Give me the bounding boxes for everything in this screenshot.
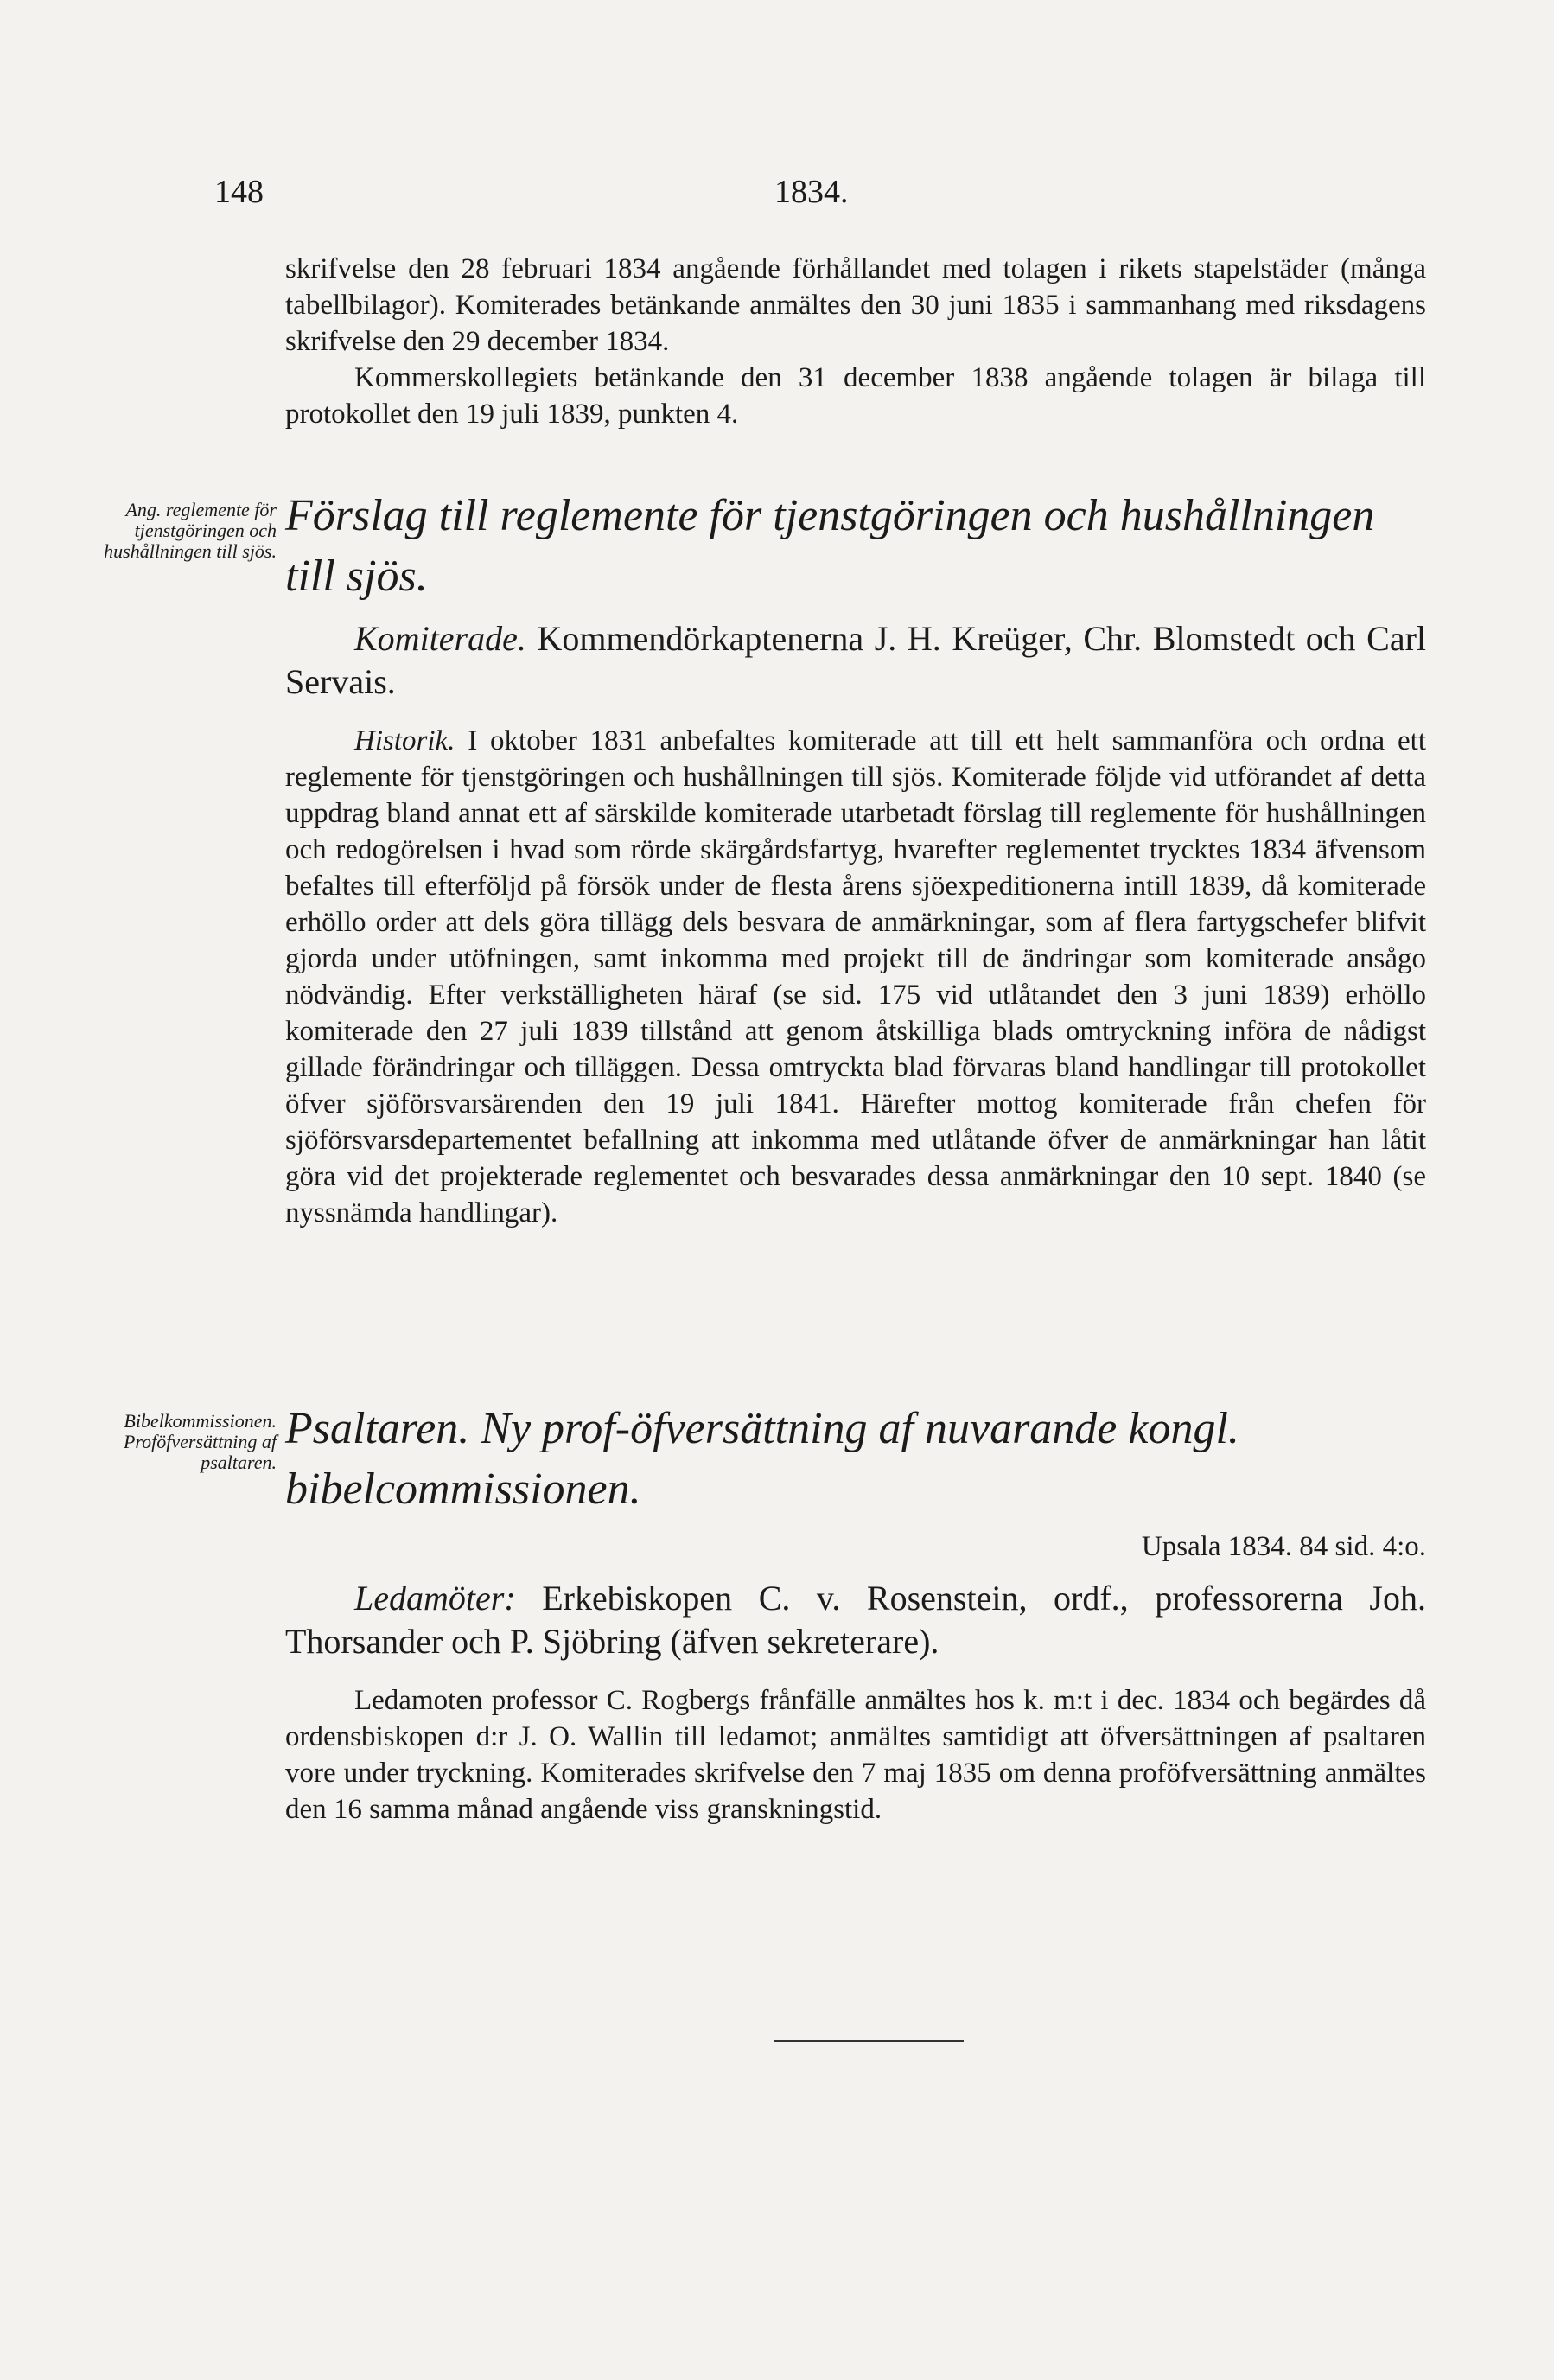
ledamoter-paragraph	[285, 1577, 1426, 1663]
intro-paragraph-2: Kommerskollegiets betänkande den 31 december 1838 angående tolagen är bilaga till protokollet den 19 juli 1839, punkten 4.	[285, 362, 1426, 430]
intro-paragraph-1: skrifvelse den 28 februari 1834 angående förhållandet med tolagen i rikets stapelstäder (många tabellbilagor). Komiterades betänkande anmältes den 30 juni 1835 i sammanhang med riksdagens skrifvelse den 29 december 1834.	[285, 253, 1426, 357]
margin-note-reglemente: Ang. reglemente för tjenstgöringen och hushållningen till sjös.	[104, 499, 277, 562]
section-title-psaltaren: Psaltaren. Ny prof-öfversättning af nuvarande kongl. bibelcommissionen.	[285, 1404, 1239, 1514]
ledamoter-text: Erkebiskopen C. v. Rosenstein, ordf., professorerna Joh. Thorsander och P. Sjöbring (äfven sekreterare).	[285, 1579, 1426, 1661]
end-rule	[774, 2040, 964, 2042]
komiterade-paragraph	[285, 617, 1426, 704]
section-psaltaren	[285, 1399, 1426, 1828]
page-number: 148	[214, 174, 264, 210]
historik-label: Historik.	[354, 725, 455, 756]
psaltaren-body-paragraph: Ledamoten professor C. Rogbergs frånfälle anmältes hos k. m:t i dec. 1834 och begärdes då ordensbiskopen d:r J. O. Wallin till ledamot; anmältes samtidigt att öfversättningen af psaltaren vore under tryckning. Komiterades skrifvelse den 7 maj 1835 om denna proföfversättning anmältes den 16 samma månad angående viss granskningstid.	[285, 1685, 1426, 1825]
section-reglemente	[285, 486, 1426, 1231]
komiterade-label: Komiterade.	[354, 619, 526, 658]
section-title-reglemente: Förslag till reglemente för tjenstgöringen och hushållningen till sjös.	[285, 491, 1375, 601]
komiterade-text: Kommendörkaptenerna J. H. Kreüger, Chr. Blomstedt och Carl Servais.	[285, 619, 1426, 701]
intro-block	[285, 251, 1426, 432]
ledamoter-label: Ledamöter:	[354, 1579, 516, 1618]
historik-paragraph	[285, 723, 1426, 1231]
running-year: 1834.	[774, 174, 849, 210]
page-header	[214, 173, 1424, 225]
historik-text: I oktober 1831 anbefaltes komiterade att till ett helt sammanföra och ordna ett reglemente för tjenstgöringen och hushållningen till sjös. Komiterade följde vid utförandet af detta uppdrag bland annat ett af särskilde komiterade utarbetadt förslag till reglemente för hushållningen och redogörelsen i hvad som rörde skärgårdsfartyg, hvarefter reglementet trycktes 1834 äfvensom befaltes till efterföljd på försök under de flesta årens sjöexpeditionerna intill 1839, då komiterade erhöllo order att dels göra tillägg dels besvara de anmärkningar, som af flera fartygschefer blifvit gjorda under utöfningen, samt inkomma med projekt till de ändringar som komiterade ansågo nödvändig. Efter verkställigheten häraf (se sid. 175 vid utlåtandet den 3 juni 1839) erhöllo komiterade den 27 juli 1839 tillstånd att genom åtskilliga blads omtryckning införa de nådigst gillade förändringar och tilläggen. Dessa omtryckta blad förvaras bland handlingar till protokollet öfver sjöförsvarsärenden den 19 juli 1841. Härefter mottog komiterade från chefen för sjöförsvarsdepartementet befallning att inkomma med utlåtande öfver de anmärkningar han låtit göra vid det projekterade reglementet och besvarades dessa anmärkningar den 10 sept. 1840 (se nyssnämda handlingar).	[285, 725, 1426, 1228]
imprint-line: Upsala 1834. 84 sid. 4:o.	[1141, 1531, 1426, 1562]
margin-note-bibelkommission: Bibelkommissionen. Proföfversättning af psaltaren.	[123, 1410, 277, 1473]
